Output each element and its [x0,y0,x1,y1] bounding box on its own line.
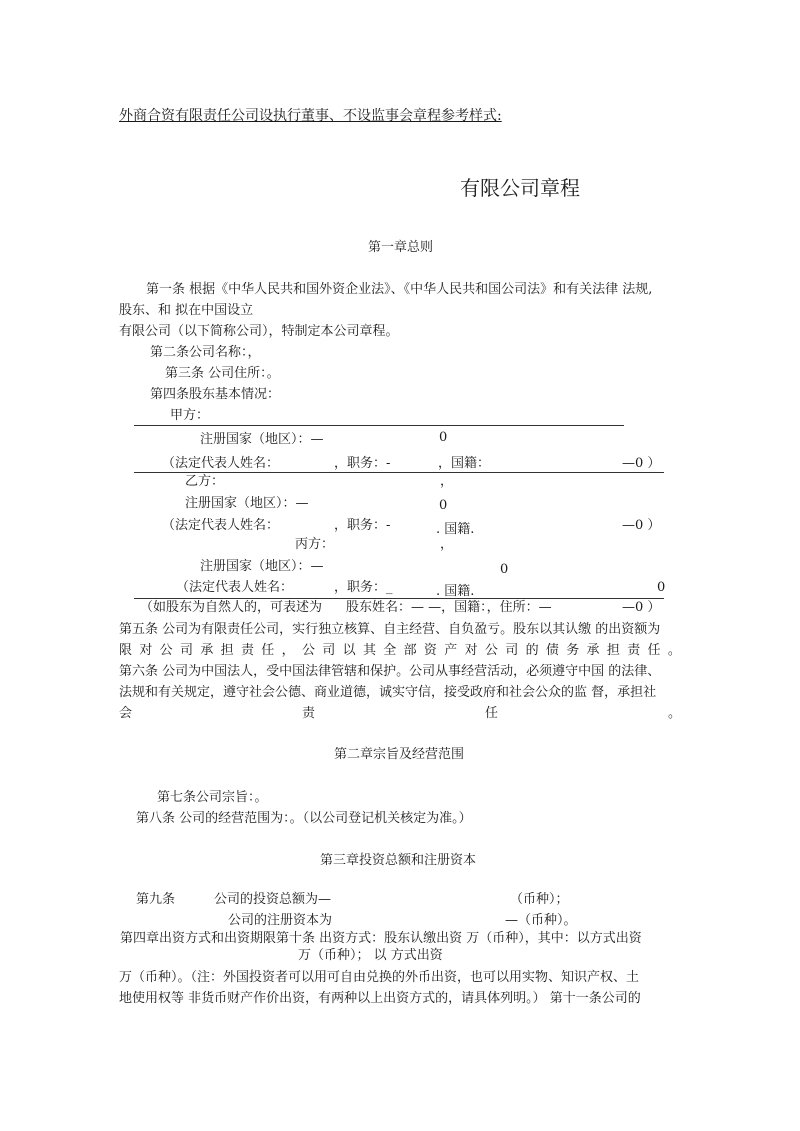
chapter-3-heading: 第三章投资总额和注册资本 [320,853,477,868]
party-b-rep: （法定代表人姓名： [162,518,280,533]
chapter-4-line-2: 万（币种）； 以 方式出资 [298,948,443,963]
party-a-zero: 0 [439,430,448,445]
party-c-label: 丙方： [295,537,335,552]
party-b-zero: 0 [439,498,448,513]
party-c-zero-end: 0 [657,580,666,595]
party-c-rep: （法定代表人姓名： [176,580,294,595]
party-b-label: 乙方： [185,474,225,489]
article-8: 第八条 公司的经营范围为：。（以公司登记机关核定为准。） [136,811,472,826]
justified-char: 全 [383,643,397,658]
justified-char: 务 [566,643,580,658]
justified-char: 任 [647,643,661,658]
justified-char: 任 [484,706,498,721]
divider-line [134,472,664,473]
justified-char: 公 [301,643,315,658]
justified-char: 司 [179,643,193,658]
divider-line [134,425,624,426]
justified-char: 司 [322,643,336,658]
chapter-4-line-1: 第四章出资方式和出资期限第十条 出资方式：股东认缴出资 万（币种），其中：以方式出资 [120,931,642,946]
article-1-line-1: 第一条 根据《中华人民共和国外资企业法》、《中华人民共和国公司法》和有关法律 法规, [146,282,653,297]
article-3: 第三条 公司住所：。 [165,366,280,381]
party-b-country: 注册国家（地区）：— [185,496,309,511]
justified-char: 债 [545,643,559,658]
article-6-line-2: 法规和有关规定，遵守社会公德、商业道德，诚实守信，接受政府和社会公众的监 督，承担社 [119,685,657,700]
article-9-currency: （币种）； [510,892,569,907]
article-9-text: 公司的投资总额为— [214,892,332,907]
party-a-job: ，职务：- [334,456,391,471]
justified-char: 责 [301,706,315,721]
article-6-line-3 [119,706,681,722]
divider-line [134,598,664,599]
chapter-1-heading: 第一章总则 [368,240,434,255]
natural-person-note: （如股东为自然人的，可表述为 [140,600,323,615]
party-a-end: —0 ） [622,456,661,471]
justified-char: 对 [139,643,153,658]
justified-char: 。 [667,706,681,721]
justified-char: 部 [403,643,417,658]
article-4: 第四条股东基本情况： [150,387,281,402]
justified-char: 担 [606,643,620,658]
chapter-2-heading: 第二章宗旨及经营范围 [334,747,465,762]
article-2: 第二条公司名称：， [150,345,261,360]
party-a-country: 注册国家（地区）：— [200,432,324,447]
justified-char: 责 [240,643,254,658]
registered-capital-currency: —（币种）。 [505,913,577,928]
justified-char: 的 [525,643,539,658]
party-a-rep: （法定代表人姓名： [162,456,280,471]
article-1-line-2: 股东、和 拟在中国设立 [119,303,254,318]
chapter-4-line-3: 万（币种）。（注：外国投资者可以用可自由兑换的外币出资，也可以用实物、知识产权、土 [119,970,640,985]
justified-char: 资 [423,643,437,658]
natural-person-end: —0 ） [622,600,661,615]
party-a-nationality: ，国籍： [438,456,491,471]
chapter-4-line-4: 地使用权等 非货币财产作价出资，有两种以上出资方式的，请具体列明。） 第十一条公司的 [119,991,641,1006]
justified-char: 以 [342,643,356,658]
article-7: 第七条公司宗旨：。 [157,790,268,805]
article-6-line-1: 第六条 公司为中国法人，受中国法律管辖和保护。公司从事经营活动，必须遵守中国 的法律、 [119,664,661,679]
party-c-country: 注册国家（地区）：— [200,559,324,574]
party-b-nationality: . 国籍. [436,522,475,537]
justified-char: 担 [220,643,234,658]
party-c-zero: 0 [500,562,509,577]
registered-capital: 公司的注册资本为 [228,913,333,928]
justified-char: 公 [159,643,173,658]
justified-char: 司 [505,643,519,658]
article-5-line-2 [119,643,681,659]
party-a-label: 甲方： [170,408,210,423]
justified-char: 对 [464,643,478,658]
justified-char: 公 [484,643,498,658]
justified-char: 。 [667,643,681,658]
party-b-end: —0 ） [622,518,661,533]
justified-char: 承 [200,643,214,658]
article-5-line-1: 第五条 公司为有限责任公司，实行独立核算、自主经营、自负盈亏。股东以其认缴 的出资额为 [119,622,661,637]
natural-person-fields: 股东姓名：— —，国籍：，住所：— [346,600,552,615]
article-9-label: 第九条 [136,892,176,907]
justified-char: 限 [119,643,133,658]
party-b-job: ，职务：- [334,518,391,533]
justified-char: 会 [119,706,133,721]
party-c-nationality: . 国籍. [436,584,475,599]
article-1-line-3: 有限公司（以下简称公司），特制定本公司章程。 [119,324,399,339]
party-b-comma: ， [440,474,454,489]
justified-char: 任 [261,643,275,658]
justified-char: ， [281,643,295,658]
justified-char: 责 [627,643,641,658]
justified-char: 产 [444,643,458,658]
doc-title: 有限公司章程 [460,176,580,200]
party-c-job: ，职务：_ [334,580,393,595]
justified-char: 承 [586,643,600,658]
justified-char: 其 [362,643,376,658]
party-c-comma: ， [440,537,454,552]
doc-header: 外商合资有限责任公司设执行董事、不设监事会章程参考样式: [119,108,502,124]
